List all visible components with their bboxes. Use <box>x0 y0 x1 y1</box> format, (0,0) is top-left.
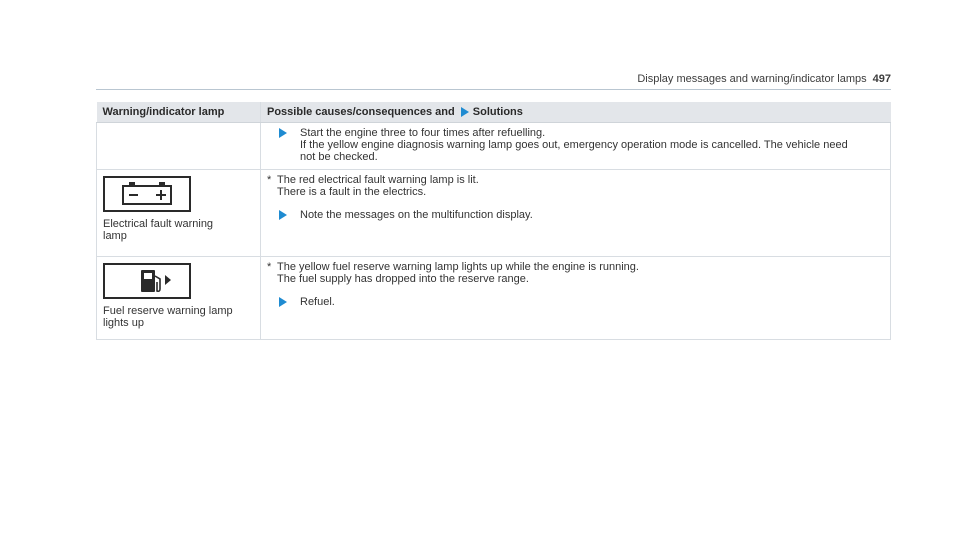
cause-bullet: * <box>267 174 272 186</box>
cause-text: The red electrical fault warning lamp is lit. <box>277 174 479 186</box>
lamp-cell <box>97 257 261 340</box>
page-number: 497 <box>872 73 891 85</box>
table-row <box>97 170 891 257</box>
solution-text: Note the messages on the multifunction display. <box>300 209 533 221</box>
fuel-pump-icon-graphic <box>105 265 189 297</box>
solution-step <box>267 209 884 221</box>
solution-text: not be checked. <box>300 151 378 163</box>
lamp-name: Fuel reserve warning lamp <box>103 305 233 317</box>
cause-text: There is a fault in the electrics. <box>277 186 427 198</box>
causes-cell <box>261 123 891 170</box>
arrow-right-icon <box>461 107 469 117</box>
solution-text: Refuel. <box>300 296 335 308</box>
cause-text: The yellow fuel reserve warning lamp lights up while the engine is running. <box>277 261 639 273</box>
lamp-cell <box>97 170 261 257</box>
arrow-right-icon <box>279 128 287 138</box>
col-header-lamp: Warning/indicator lamp <box>97 102 261 123</box>
cause-text: The fuel supply has dropped into the reserve range. <box>277 273 529 285</box>
cause-bullet: * <box>267 261 272 273</box>
lamp-cell <box>97 123 261 170</box>
causes-cell <box>261 170 891 257</box>
col-header-causes-label: Possible causes/consequences and <box>267 106 455 118</box>
cause-block <box>267 174 884 198</box>
table-row <box>97 123 891 170</box>
section-title: Display messages and warning/indicator lamps <box>637 73 867 85</box>
solution-text: If the yellow engine diagnosis warning lamp goes out, emergency operation mode is cancelled. The vehicle need <box>300 139 848 151</box>
cause-block <box>267 261 884 285</box>
col-header-solutions-label: Solutions <box>472 106 523 118</box>
lamp-name: lights up <box>103 317 144 329</box>
lamp-name: lamp <box>103 230 127 242</box>
header-divider <box>96 89 891 90</box>
solution-text: Start the engine three to four times after refuelling. <box>300 127 546 139</box>
battery-icon-graphic <box>105 178 189 210</box>
table-row <box>97 257 891 340</box>
table-header-row <box>97 102 891 123</box>
lamp-name: Electrical fault warning <box>103 218 214 230</box>
solution-step <box>267 127 884 163</box>
arrow-right-icon <box>279 210 287 220</box>
warning-lamp-table <box>96 102 891 340</box>
col-header-causes <box>261 102 891 123</box>
arrow-right-icon <box>279 297 287 307</box>
battery-icon <box>103 176 191 212</box>
fuel-pump-icon <box>103 263 191 299</box>
causes-cell <box>261 257 891 340</box>
solution-step <box>267 296 884 308</box>
running-header <box>637 73 891 85</box>
